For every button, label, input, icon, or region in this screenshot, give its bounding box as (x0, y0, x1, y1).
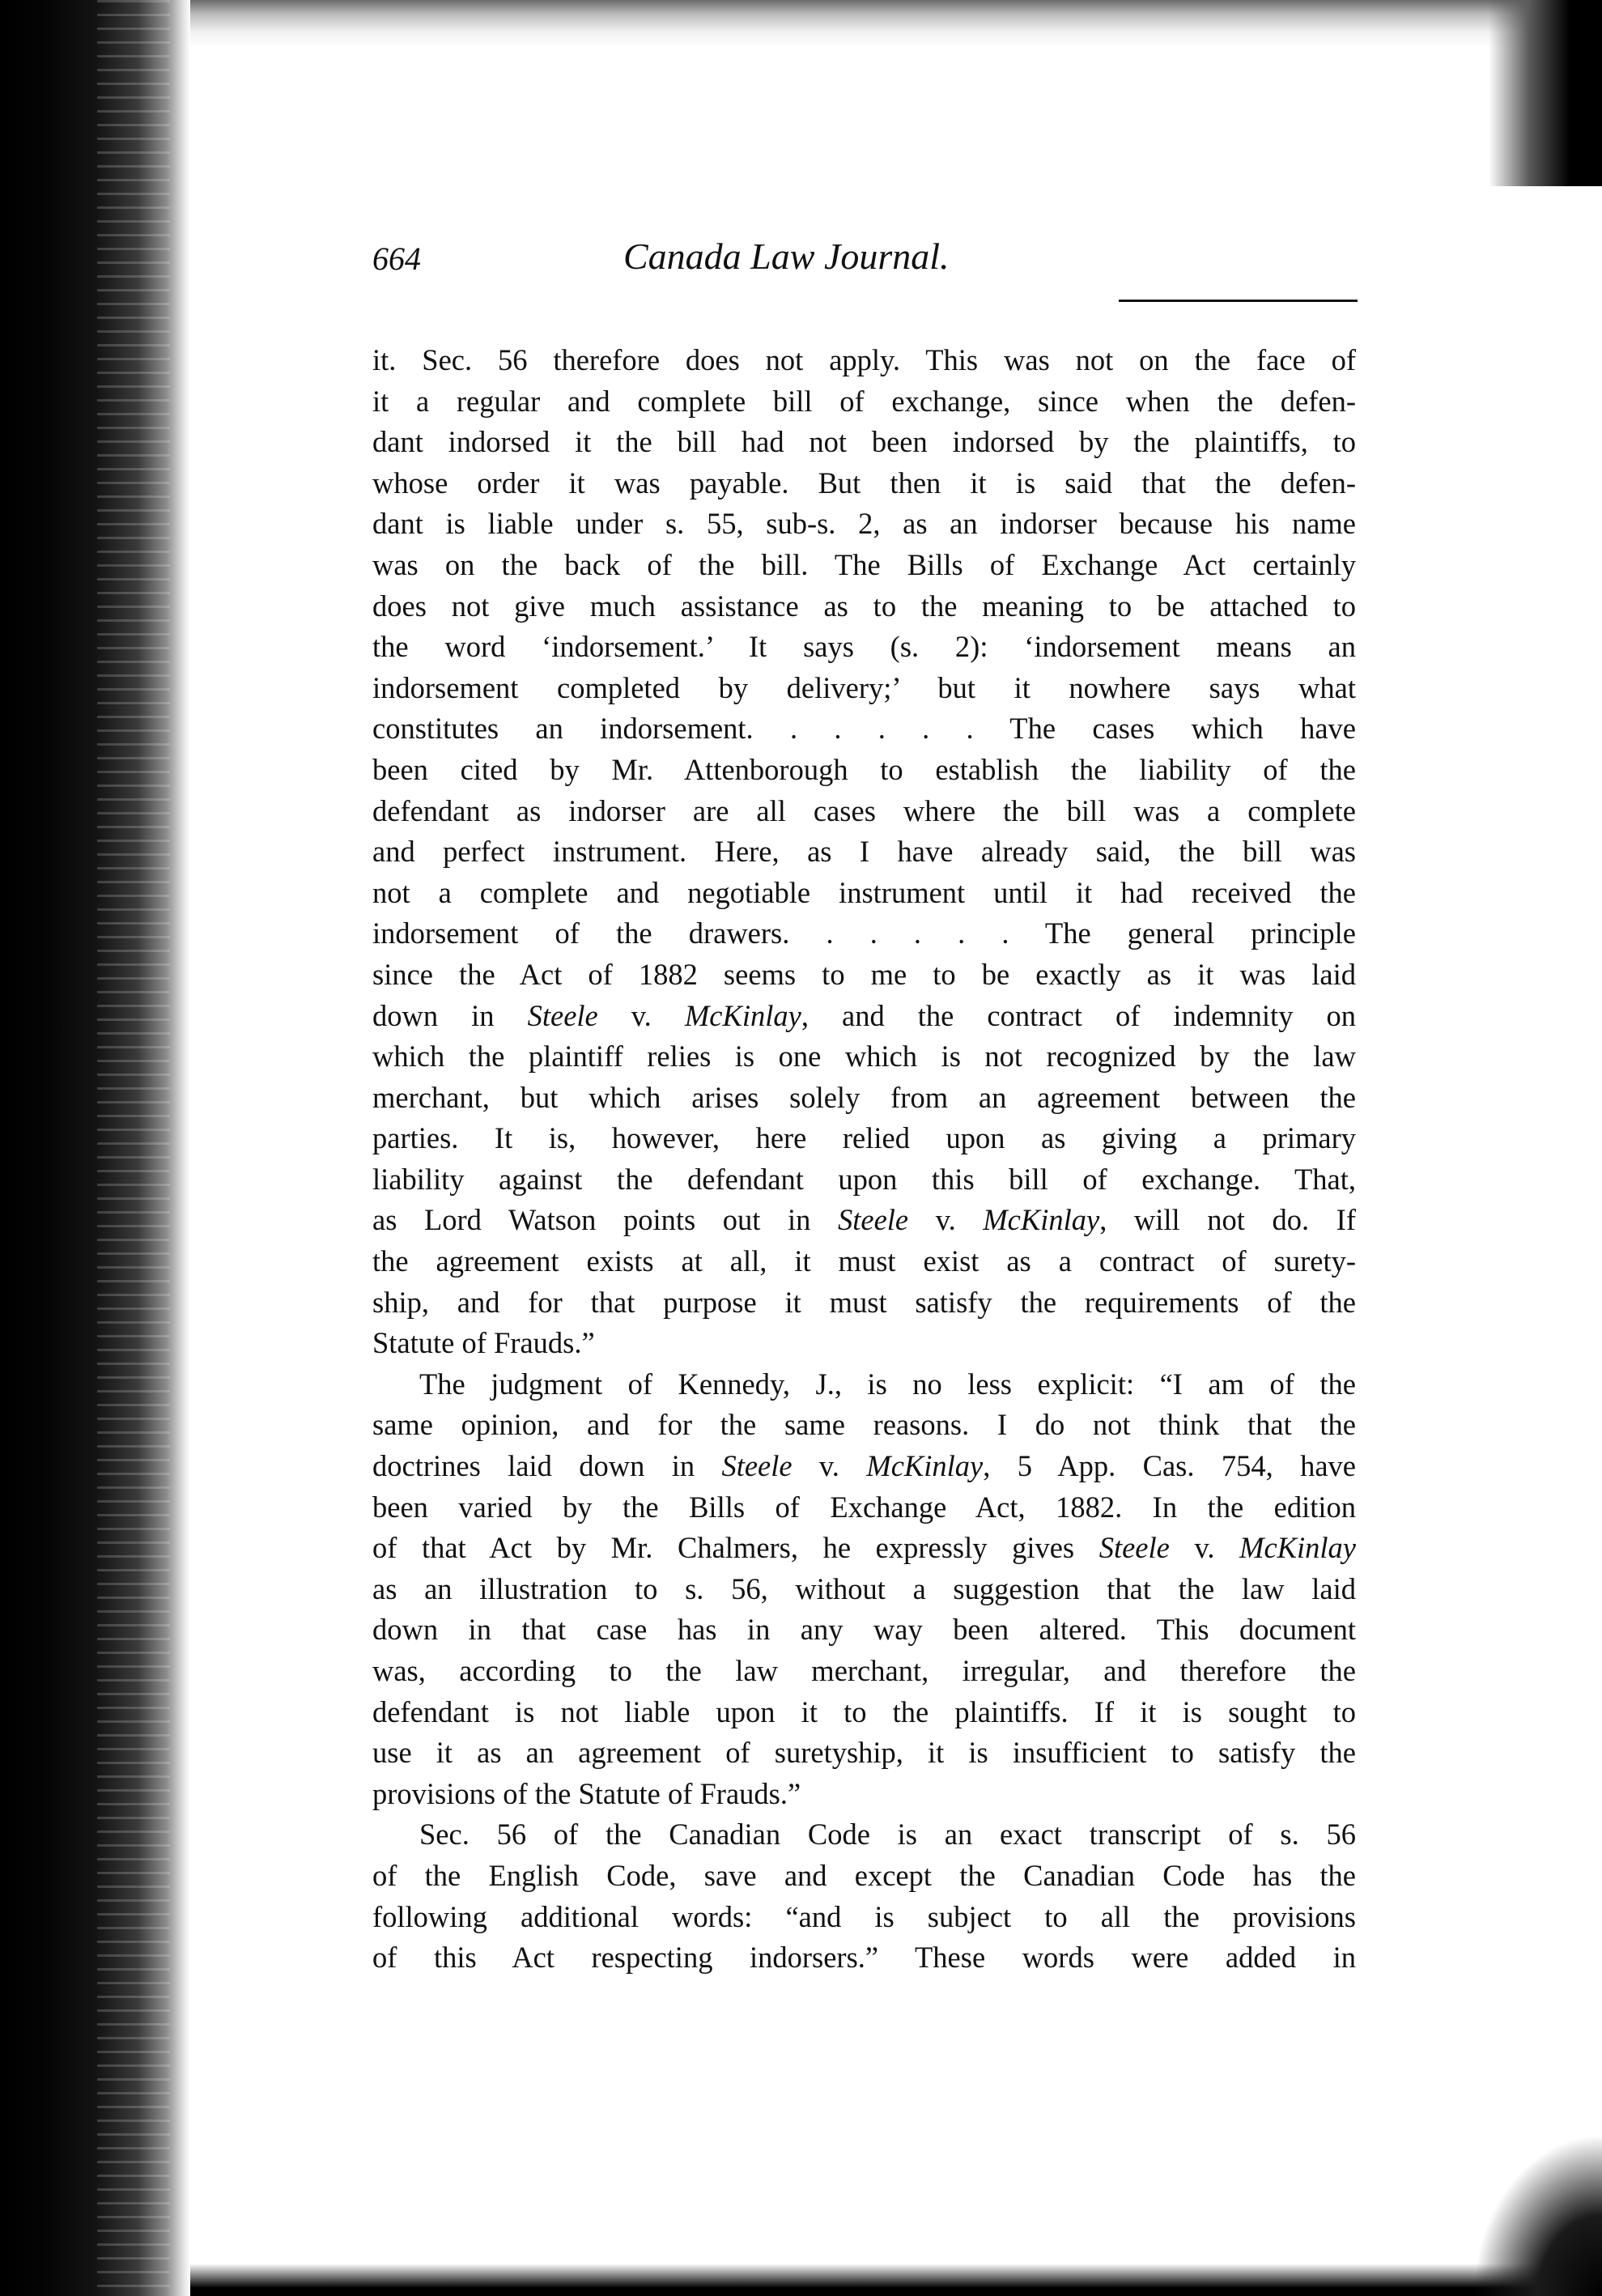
text-segment: was, according to the law merchant, irregular, and therefore the (372, 1654, 1356, 1687)
text-line (372, 422, 1356, 463)
text-segment: following additional words: “and is subject to all the provisions (372, 1899, 1356, 1933)
text-segment: it. Sec. 56 therefore does not apply. This was not on the face of (372, 343, 1356, 376)
text-segment: constitutes an indorsement. . . . . . The cases which have (372, 712, 1356, 746)
text-segment: of the English Code, save and except the Canadian Code has the (372, 1858, 1356, 1892)
text-segment: dant is liable under s. 55, sub-s. 2, as an indorser because his name (372, 507, 1356, 541)
scan-edge-streaks (97, 0, 170, 2296)
text-segment: v. (597, 998, 685, 1032)
text-line (372, 1159, 1356, 1201)
text-line (372, 545, 1356, 586)
text-line (372, 1282, 1356, 1324)
text-segment: dant indorsed it the bill had not been indorsed by the plaintiffs, to (372, 425, 1356, 459)
text-segment: liability against the defendant upon this bill of exchange. That, (372, 1162, 1356, 1196)
text-line (372, 1200, 1356, 1241)
text-line (372, 996, 1356, 1037)
text-segment: indorsement completed by delivery;’ but it nowhere says what (372, 670, 1356, 704)
text-line (372, 627, 1356, 668)
text-segment: v. (792, 1449, 867, 1483)
text-line (372, 1609, 1356, 1651)
text-segment: the word ‘indorsement.’ It says (s. 2): ‘indorsement means an (372, 630, 1356, 664)
scan-edge-bottom-right (1472, 2134, 1602, 2296)
case-name: Steele (837, 1203, 909, 1237)
body-text (372, 340, 1356, 1979)
scan-edge-top (190, 0, 1602, 49)
text-line (372, 1774, 1356, 1815)
text-line (372, 1078, 1356, 1119)
text-segment: The judgment of Kennedy, J., is no less explicit: “I am of the (419, 1367, 1356, 1401)
text-line (372, 1814, 1356, 1856)
text-segment: the agreement exists at all, it must exist as a contract of surety- (372, 1244, 1356, 1278)
text-segment: merchant, but which arises solely from an agreement between the (372, 1080, 1356, 1114)
case-name: McKinlay (866, 1449, 984, 1483)
running-head (372, 235, 1356, 291)
text-line (372, 1651, 1356, 1692)
text-segment: v. (908, 1203, 984, 1237)
case-name: McKinlay (1239, 1531, 1356, 1565)
text-segment: ship, and for that purpose it must satisfy the requirements of the (372, 1285, 1356, 1319)
scan-edge-bottom (190, 2264, 1602, 2296)
text-line (372, 1036, 1356, 1078)
text-line (372, 381, 1356, 423)
text-line (372, 955, 1356, 996)
text-line (372, 708, 1356, 750)
text-segment: not a complete and negotiable instrument until it had received the (372, 875, 1356, 909)
text-segment: whose order it was payable. But then it is said that the defen- (372, 466, 1356, 500)
text-segment: of this Act respecting indorsers.” These words were added in (372, 1941, 1356, 1975)
text-segment: as Lord Watson points out in (372, 1203, 838, 1237)
text-line (372, 1569, 1356, 1610)
text-line (372, 1405, 1356, 1446)
text-segment: , 5 App. Cas. 754, have (983, 1449, 1356, 1483)
text-segment: of that Act by Mr. Chalmers, he expressly gives (372, 1531, 1099, 1565)
text-line (372, 1241, 1356, 1282)
text-segment: same opinion, and for the same reasons. I do not think that the (372, 1408, 1356, 1442)
text-segment: and perfect instrument. Here, as I have already said, the bill was (372, 835, 1356, 869)
text-segment: Sec. 56 of the Canadian Code is an exact transcript of s. 56 (419, 1818, 1356, 1852)
text-segment: been cited by Mr. Attenborough to establish the liability of the (372, 752, 1356, 786)
text-segment: indorsement of the drawers. . . . . . The general principle (372, 916, 1356, 950)
text-line (372, 873, 1356, 914)
text-segment: defendant as indorser are all cases where the bill was a complete (372, 793, 1356, 827)
text-segment: parties. It is, however, here relied upon as giving a primary (372, 1121, 1356, 1155)
text-line (372, 1446, 1356, 1487)
journal-page (372, 235, 1357, 1975)
text-line (372, 504, 1356, 545)
text-segment: , will not do. If (1099, 1203, 1356, 1237)
text-line (372, 791, 1356, 832)
text-line (372, 831, 1356, 873)
text-line (372, 668, 1356, 709)
journal-title: Canada Law Journal. (623, 236, 950, 277)
text-segment: defendant is not liable upon it to the plaintiffs. If it is sought to (372, 1694, 1356, 1728)
text-segment: it a regular and complete bill of exchange, since when the defen- (372, 384, 1356, 418)
case-name: McKinlay (684, 998, 801, 1032)
text-segment: down in (372, 998, 528, 1032)
text-line (372, 1897, 1356, 1938)
text-line (372, 463, 1356, 504)
text-segment: , and the contract of indemnity on (801, 998, 1357, 1032)
text-segment: been varied by the Bills of Exchange Act, 1882. In the edition (372, 1490, 1356, 1524)
text-line (372, 1118, 1356, 1159)
text-line (372, 586, 1356, 627)
case-name: Steele (527, 998, 598, 1032)
text-segment: use it as an agreement of suretyship, it is insufficient to satisfy the (372, 1736, 1356, 1770)
text-line (372, 1364, 1356, 1405)
text-segment: down in that case has in any way been altered. This document (372, 1613, 1356, 1647)
text-line (372, 340, 1356, 381)
page-number: 664 (372, 240, 421, 277)
text-segment: provisions of the Statute of Frauds.” (372, 1776, 801, 1810)
text-line (372, 750, 1356, 791)
text-line (372, 1323, 1356, 1364)
text-segment: since the Act of 1882 seems to me to be exactly as it was laid (372, 957, 1356, 991)
case-name: Steele (721, 1449, 793, 1483)
scan-edge-top-right (1489, 0, 1602, 186)
text-segment: was on the back of the bill. The Bills of Exchange Act certainly (372, 547, 1356, 581)
text-line (372, 1528, 1356, 1569)
text-line (372, 913, 1356, 955)
header-rule (1119, 300, 1358, 302)
text-segment: does not give much assistance as to the meaning to be attached to (372, 589, 1356, 623)
text-segment: Statute of Frauds.” (372, 1326, 595, 1360)
case-name: Steele (1098, 1531, 1170, 1565)
text-segment: v. (1169, 1531, 1240, 1565)
text-line (372, 1487, 1356, 1529)
text-line (372, 1692, 1356, 1733)
text-line (372, 1733, 1356, 1774)
text-segment: doctrines laid down in (372, 1449, 722, 1483)
case-name: McKinlay (983, 1203, 1100, 1237)
text-segment: as an illustration to s. 56, without a suggestion that the law laid (372, 1571, 1356, 1605)
text-segment: which the plaintiff relies is one which is not recognized by the law (372, 1040, 1356, 1074)
text-line (372, 1937, 1356, 1979)
text-line (372, 1856, 1356, 1897)
